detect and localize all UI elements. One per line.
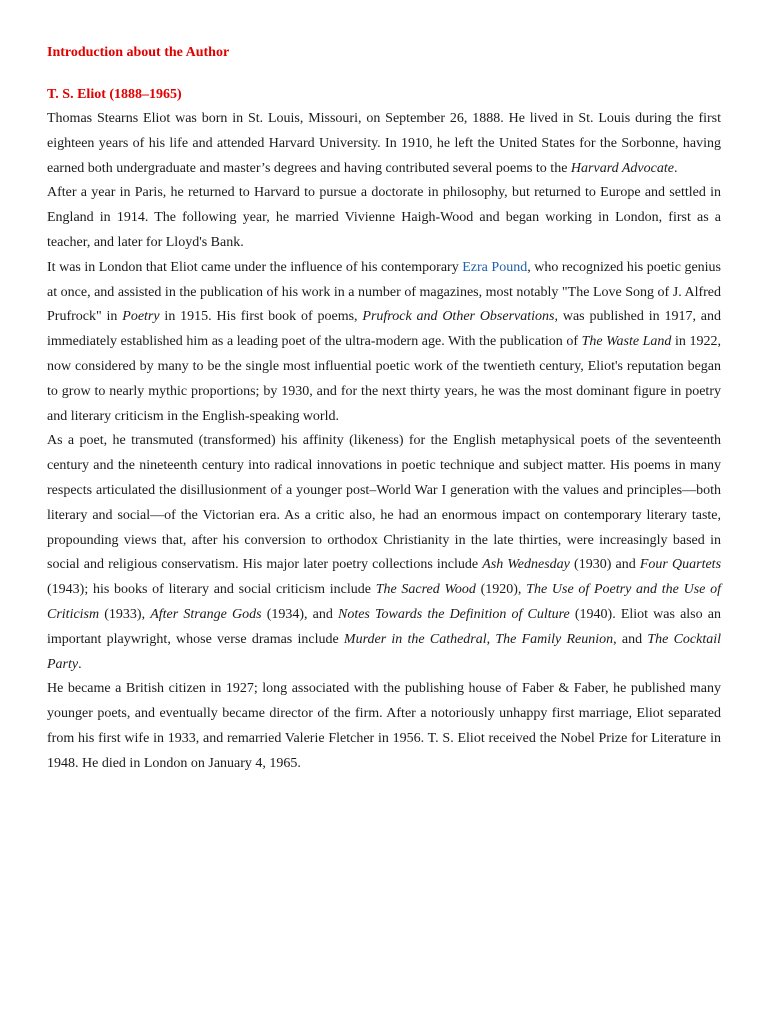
- text-run: , who recognized his poetic genius at once, and assisted in the publication of his work in a number of magazines, most notably "The Love Song of J. Alfred Prufrock" in: [47, 259, 721, 325]
- text-run: .: [78, 656, 82, 672]
- ezra-pound-link[interactable]: Ezra Pound: [462, 259, 528, 275]
- italic-title: Prufrock and Other Observations: [362, 309, 555, 325]
- italic-title: The Sacred Wood: [375, 582, 476, 598]
- paragraph-london: [47, 256, 721, 430]
- text-run: After a year in Paris, he returned to Harvard to pursue a doctorate in philosophy, but returned to Europe and settled in England in 1914. The following year, he married Vivienne Haigh-Wood and began working in London, first as a teacher, and later for Lloyd's Bank.: [47, 185, 721, 250]
- text-run: in 1922, now considered by many to be the single most influential poetic work of the twentieth century, Eliot's reputation began to grow to nearly mythic proportions; by 1930, and for the next thirty years, he was the most dominant figure in poetry and literary criticism in the English-speaking world.: [47, 334, 721, 424]
- text-run: (1920),: [475, 582, 527, 598]
- section-heading: Introduction about the Author: [47, 45, 230, 60]
- paragraph-later-life: [47, 677, 721, 776]
- author-heading: T. S. Eliot (1888–1965): [47, 87, 182, 102]
- text-run: (1933),: [99, 606, 151, 622]
- italic-title: Poetry: [122, 309, 160, 325]
- text-run: , was published in 1917, and immediately established him as a leading poet of the ultra-modern age. With the publication of: [47, 309, 722, 350]
- italic-title: After Strange Gods: [150, 606, 262, 622]
- text-run: It was in London that Eliot came under the influence of his contemporary: [47, 259, 463, 275]
- text-run: Thomas Stearns Eliot was born in St. Louis, Missouri, on September 26, 1888. He lived in St. Louis during the first eighteen years of his life and attended Harvard University. In 1910, he left the United States for the Sorbonne, having earned both undergraduate and master’s degrees and having contributed several poems to the: [47, 111, 721, 176]
- italic-title: Harvard Advocate: [570, 160, 674, 176]
- text-run: (1930) and: [569, 557, 640, 573]
- text-run: ,: [486, 631, 496, 647]
- text-run: (1943); his books of literary and social criticism include: [47, 582, 376, 598]
- italic-title: The Use of Poetry and the Use of Criticism: [47, 582, 721, 622]
- italic-title: The Cocktail Party: [47, 631, 722, 672]
- text-run: He became a British citizen in 1927; long associated with the publishing house of Faber & Faber, he published many younger poets, and eventually became director of the firm. After a notoriously unhappy first marriage, Eliot separated from his first wife in 1933, and remarried Valerie Fletcher in 1956. T. S. Eliot received the Nobel Prize for Literature in 1948. He died in London on January 4, 1965.: [47, 681, 721, 771]
- italic-title: The Waste Land: [581, 334, 672, 350]
- italic-title: Ash Wednesday: [482, 557, 570, 573]
- text-run: , and: [613, 631, 648, 647]
- paragraph-paris: [47, 181, 721, 255]
- text-run: (1940). Eliot was also an important playwright, whose verse dramas include: [47, 606, 721, 647]
- text-run: As a poet, he transmuted (transformed) his affinity (likeness) for the English metaphysical poets of the seventeenth century and the nineteenth century into radical innovations in poetic technique and subject matter. His poems in many respects articulated the disillusionment of a younger post–World War I generation with the values and principles—both literary and social—of the Victorian era. As a critic also, he had an enormous impact on contemporary literary taste, propounding views that, after his conversion to orthodox Christianity in the late thirties, were increasingly based in social and religious conservatism. His major later poetry collections include: [47, 433, 721, 573]
- text-run: in 1915. His first book of poems,: [159, 309, 363, 325]
- italic-title: Murder in the Cathedral: [343, 631, 487, 647]
- paragraph-poet: [47, 429, 721, 677]
- italic-title: Notes Towards the Definition of Culture: [337, 606, 570, 622]
- text-run: .: [673, 160, 678, 176]
- italic-title: The Family Reunion: [495, 631, 614, 647]
- text-run: (1934), and: [261, 606, 338, 622]
- paragraph-birth: [47, 107, 721, 181]
- italic-title: Four Quartets: [639, 557, 722, 573]
